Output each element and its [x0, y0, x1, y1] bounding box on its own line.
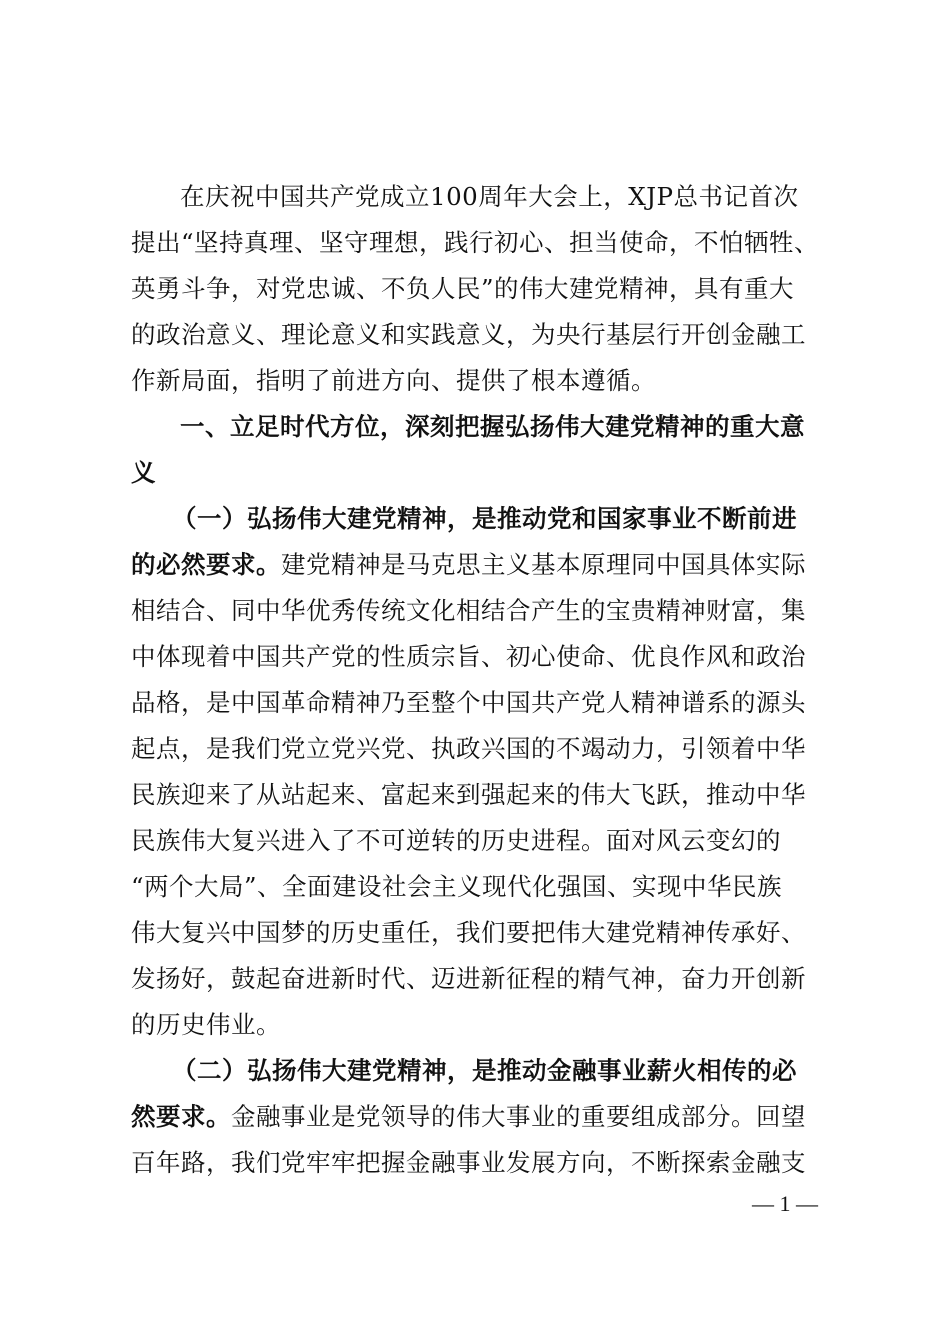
sub1-body-line: 品格，是中国革命精神乃至整个中国共产党人精神谱系的源头: [131, 688, 806, 717]
sub1-heading-line-2: 的必然要求。: [131, 550, 281, 579]
sub1-body-line: 起点，是我们党立党兴党、执政兴国的不竭动力，引领着中华: [131, 734, 806, 763]
sub2-body-line: 百年路，我们党牢牢把握金融事业发展方向，不断探索金融支: [131, 1148, 806, 1177]
intro-line-3: 英勇斗争，对党忠诚、不负人民”的伟大建党精神，具有重大: [131, 274, 795, 303]
intro-line-1: 在庆祝中国共产党成立100周年大会上，XJP总书记首次: [180, 182, 799, 211]
sub1-body-line: 民族伟大复兴进入了不可逆转的历史进程。面对风云变幻的: [131, 826, 781, 855]
sub2-heading-line-1: （二）弘扬伟大建党精神，是推动金融事业薪火相传的必: [172, 1056, 797, 1085]
sub1-body-line: 民族迎来了从站起来、富起来到强起来的伟大飞跃，推动中华: [131, 780, 806, 809]
sub1-body-line: 相结合、同中华优秀传统文化相结合产生的宝贵精神财富，集: [131, 596, 806, 625]
sub1-body-line: 发扬好，鼓起奋进新时代、迈进新征程的精气神，奋力开创新: [131, 964, 806, 993]
sub1-line-2: [131, 548, 806, 582]
sub1-body-line: 伟大复兴中国梦的历史重任，我们要把伟大建党精神传承好、: [131, 918, 806, 947]
sub1-heading-line-1: （一）弘扬伟大建党精神，是推动党和国家事业不断前进: [172, 504, 797, 533]
sub2-line-2: [131, 1100, 806, 1134]
sub2-line-2-text: 金融事业是党领导的伟大事业的重要组成部分。回望: [231, 1102, 806, 1131]
intro-line-4: 的政治意义、理论意义和实践意义，为央行基层行开创金融工: [131, 320, 806, 349]
sub1-body-line: “两个大局”、全面建设社会主义现代化强国、实现中华民族: [131, 872, 783, 901]
intro-line-5: 作新局面，指明了前进方向、提供了根本遵循。: [131, 366, 656, 395]
section-heading-line-1: 一、立足时代方位，深刻把握弘扬伟大建党精神的重大意: [180, 412, 805, 441]
sub1-body-line: 中体现着中国共产党的性质宗旨、初心使命、优良作风和政治: [131, 642, 806, 671]
sub1-body-line: 的历史伟业。: [131, 1010, 281, 1039]
page-number: — 1 —: [752, 1191, 818, 1216]
sub1-line-2-text: 建党精神是马克思主义基本原理同中国具体实际: [281, 550, 806, 579]
sub2-heading-line-2: 然要求。: [131, 1102, 231, 1131]
intro-line-2: 提出“坚持真理、坚守理想，践行初心、担当使命，不怕牺牲、: [131, 228, 820, 257]
section-heading-line-2: 义: [131, 458, 156, 487]
